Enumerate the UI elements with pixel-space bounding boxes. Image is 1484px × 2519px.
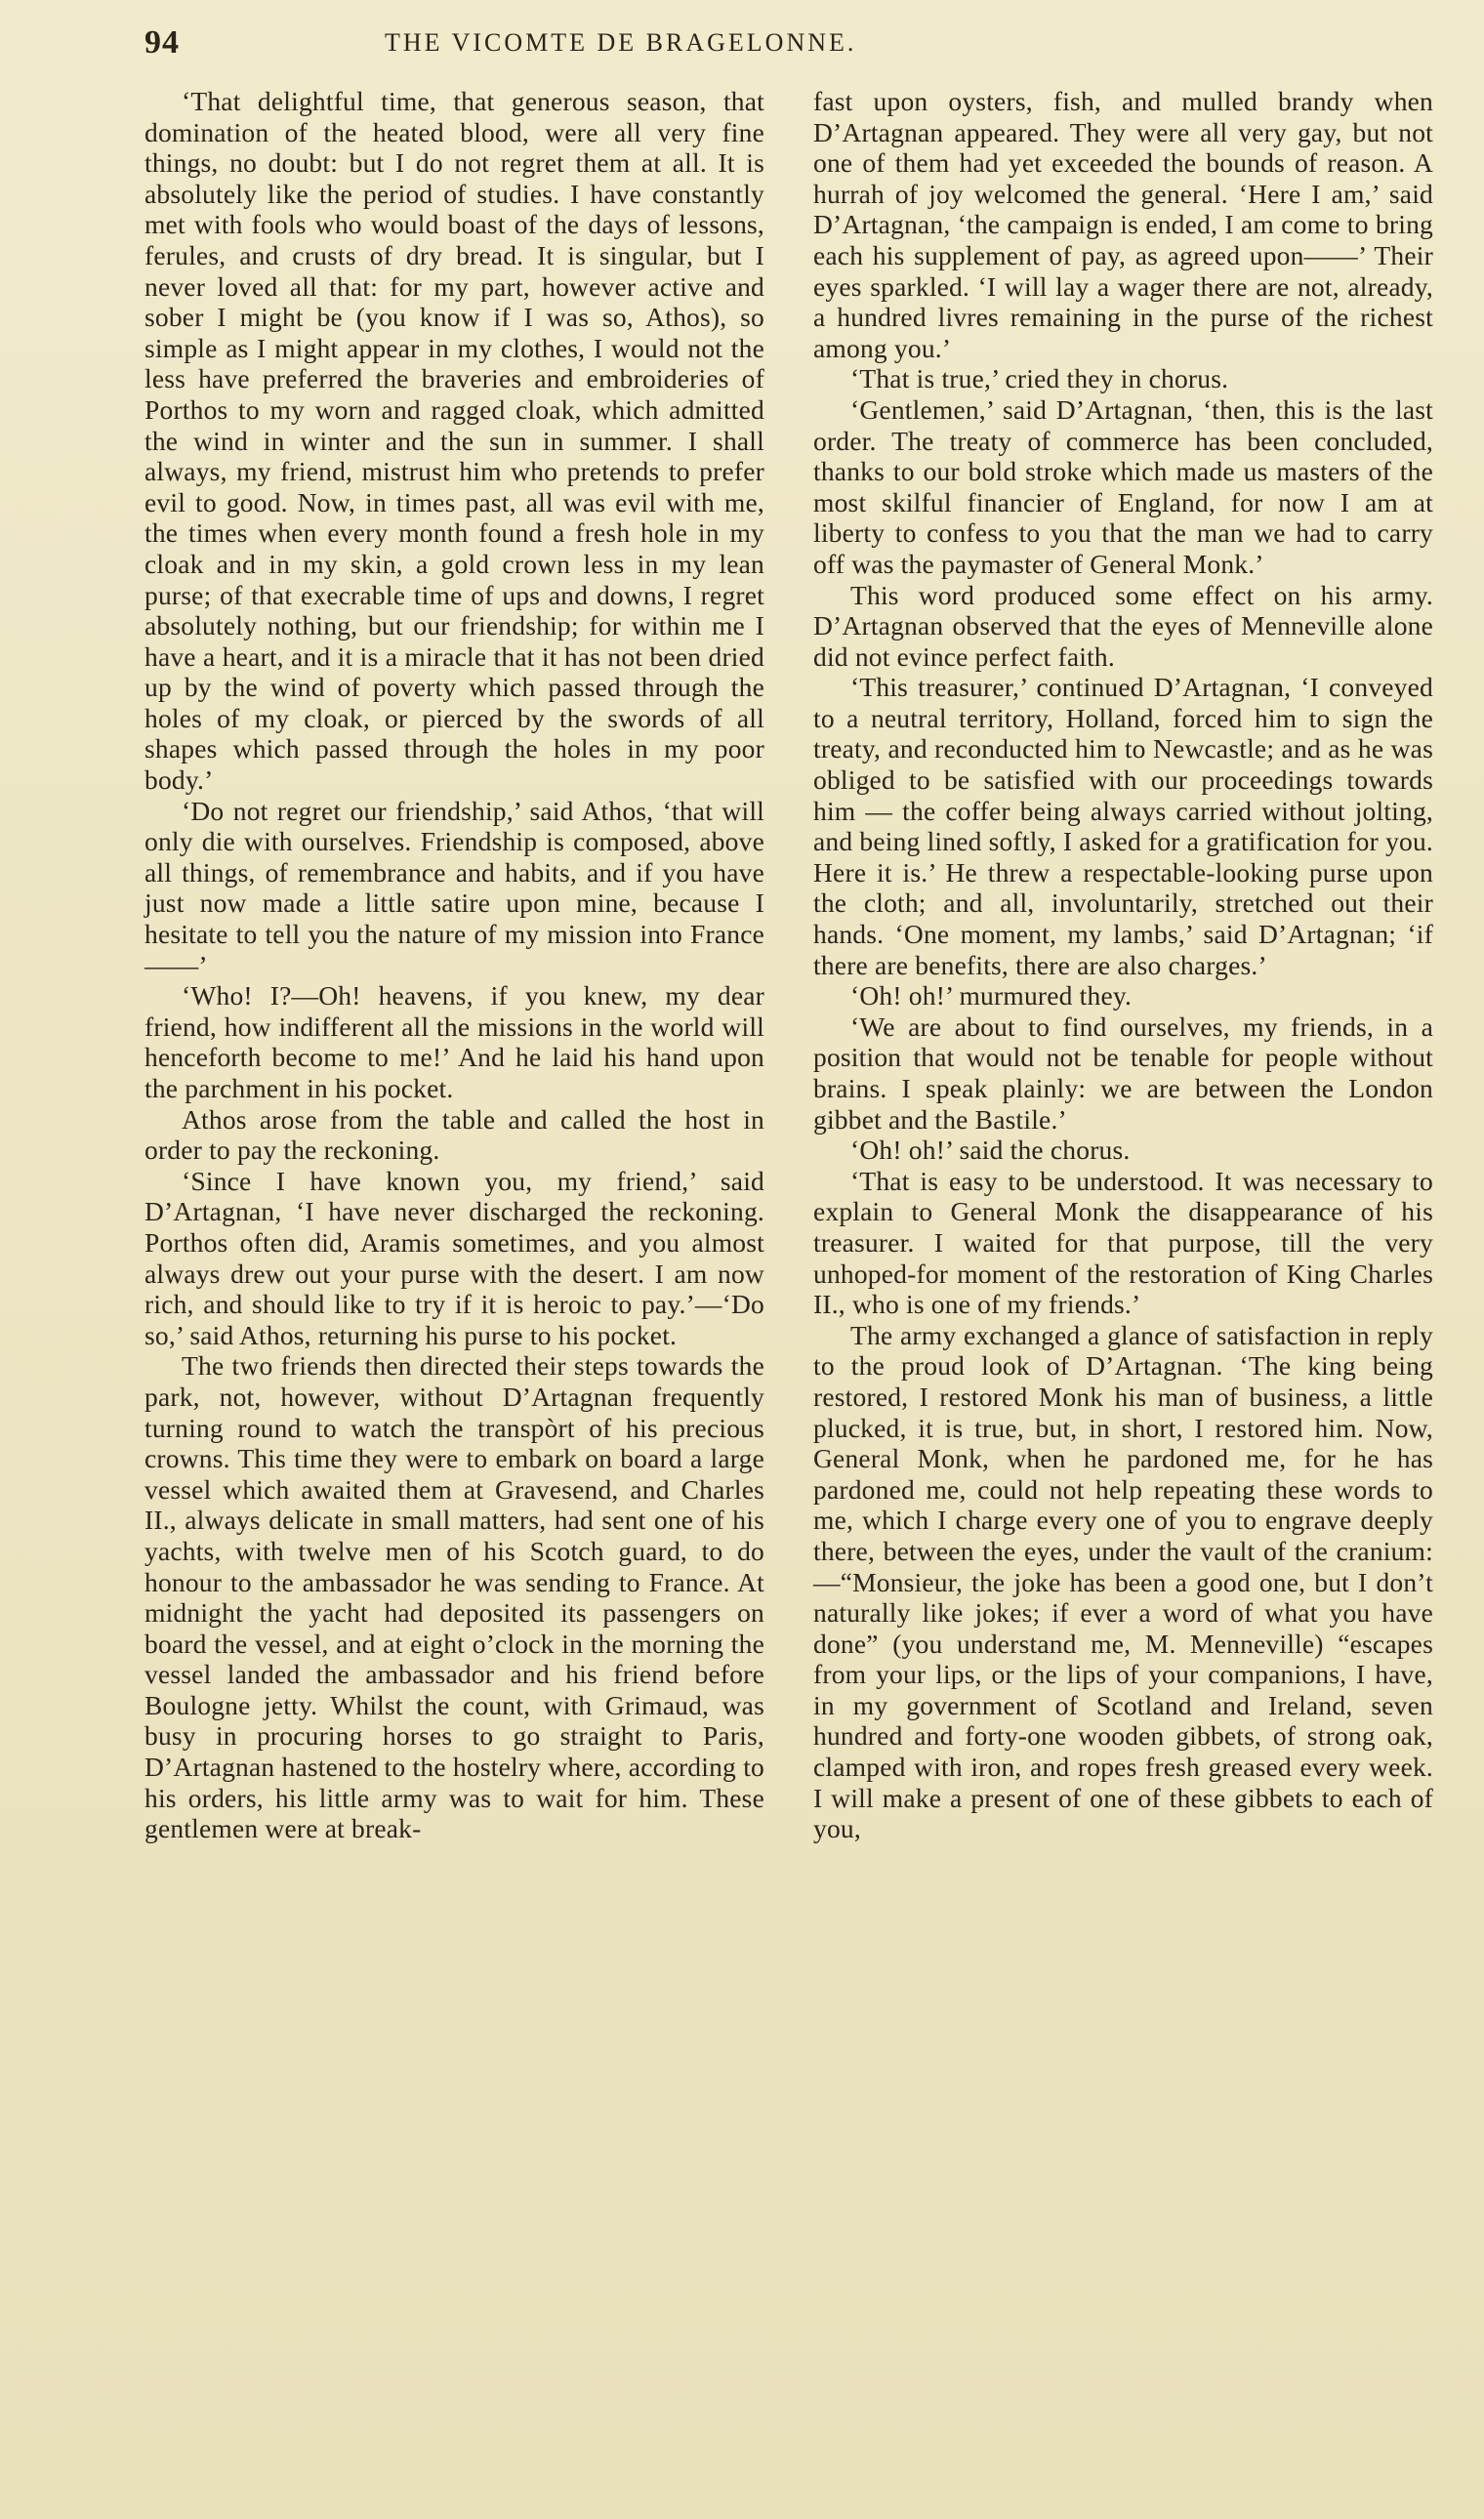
paragraph: Athos arose from the table and called the host in order to pay the reckoning. [144, 1103, 764, 1166]
paragraph: ‘Since I have known you, my friend,’ said D’Artagnan, ‘I have never discharged the reckoning. Porthos often did, Aramis sometimes, and you almost always drew out your purse with the desert. I am now rich, and should like to try if it is heroic to pay.’—‘Do so,’ said Athos, returning his purse to his pocket. [144, 1165, 764, 1350]
paragraph: ‘Who! I?—Oh! heavens, if you knew, my dear friend, how indifferent all the missions in the world will henceforth become to me!’ And he laid his hand upon the parchment in his pocket. [144, 980, 764, 1103]
paragraph: ‘That is true,’ cried they in chorus. [850, 363, 1229, 394]
paragraph: The two friends then directed their steps towards the park, not, however, without D’Artagnan frequently turning round to watch the transpòrt of his precious crowns. This time they were to embark on board a large vessel which awaited them at Gravesend, and Charles II., always delicate in small matters, had sent one of his yachts, with twelve men of his Scotch guard, to do honour to the ambassador he was sending to France. At midnight the yacht had deposited its passengers on board the vessel, and at eight o’clock in the morning the vessel landed the ambassador and his friend before Boulogne jetty. Whilst the count, with Grimaud, was busy in procuring horses to go straight to Paris, D’Artagnan hastened to the hostelry where, according to his orders, his little army was to wait for him. These gentlemen were at break- [144, 1350, 764, 1844]
left-column [144, 86, 764, 1844]
paragraph: The army exchanged a glance of satisfaction in reply to the proud look of D’Artagnan. ‘The king being restored, I restored Monk his man of business, a little plucked, it is true, but, in short, I restored him. Now, General Monk, when he pardoned me, for he has pardoned me, could not help repeating these words to me, which I charge every one of you to engrave deeply there, between the eyes, under the vault of the cranium:—“Monsieur, the joke has been a good one, but I don’t naturally like jokes; if ever a word of what you have done” (you understand me, M. Menneville) “escapes from your lips, or the lips of your companions, I have, in my government of Scotland and Ireland, seven hundred and forty-one wooden gibbets, of strong oak, clamped with iron, and ropes fresh greased every week. I will make a present of one of these gibbets to each of you, [813, 1319, 1433, 1844]
paragraph: ‘That delightful time, that generous season, that domination of the heated blood, were all very fine things, no doubt: but I do not regret them at all. It is absolutely like the period of studies. I have constantly met with fools who would boast of the days of lessons, ferules, and crusts of dry bread. It is singular, but I never loved all that: for my part, however active and sober I might be (you know if I was so, Athos), so simple as I might appear in my clothes, I would not the less have preferred the braveries and embroideries of Porthos to my worn and ragged cloak, which admitted the wind in winter and the sun in summer. I shall always, my friend, mistrust him who pretends to prefer evil to good. Now, in times past, all was evil with me, the times when every month found a fresh hole in my cloak and in my skin, a gold crown less in my lean purse; of that execrable time of ups and downs, I regret absolutely nothing, but our friendship; for within me I have a heart, and it is a miracle that it has not been dried up by the wind of poverty which passed through the holes of my cloak, or pierced by the swords of all shapes which passed through the holes in my poor body.’ [144, 86, 764, 796]
paragraph: ‘Oh! oh!’ said the chorus. [850, 1135, 1131, 1166]
page-number: 94 [144, 24, 180, 61]
text-columns [144, 86, 1433, 1844]
paragraph: This word produced some effect on his army. D’Artagnan observed that the eyes of Menneville alone did not evince perfect faith. [813, 579, 1433, 672]
paragraph: ‘Oh! oh!’ murmured they. [850, 980, 1133, 1012]
running-title: THE VICOMTE DE BRAGELONNE. [385, 28, 857, 57]
paragraph: ‘We are about to find ourselves, my friends, in a position that would not be tenable for people without brains. I speak plainly: we are between the London gibbet and the Bastile.’ [813, 1011, 1433, 1135]
paragraph: ‘This treasurer,’ continued D’Artagnan, ‘I conveyed to a neutral territory, Holland, forced him to sign the treaty, and reconducted him to Newcastle; and as he was obliged to be satisfied with our proceedings towards him — the coffer being always carried without jolting, and being lined softly, I asked for a gratification for you. Here it is.’ He threw a respectable-looking purse upon the cloth; and all, involuntarily, stretched out their hands. ‘One moment, my lambs,’ said D’Artagnan; ‘if there are benefits, there are also charges.’ [813, 672, 1433, 980]
right-column [813, 86, 1433, 1844]
paragraph-continued: fast upon oysters, fish, and mulled brandy when D’Artagnan appeared. They were all very gay, but not one of them had yet exceeded the bounds of reason. A hurrah of joy welcomed the general. ‘Here I am,’ said D’Artagnan, ‘the campaign is ended, I am come to bring each his supplement of pay, as agreed upon——’ Their eyes sparkled. ‘I will lay a wager there are not, already, a hundred livres remaining in the purse of the richest among you.’ [813, 86, 1433, 363]
paragraph: ‘Gentlemen,’ said D’Artagnan, ‘then, this is the last order. The treaty of commerce has been concluded, thanks to our bold stroke which made us masters of the most skilful financier of England, for now I am at liberty to confess to you that the man we had to carry off was the paymaster of General Monk.’ [813, 393, 1433, 579]
page-header [144, 14, 1455, 72]
paragraph: ‘That is easy to be understood. It was necessary to explain to General Monk the disappearance of his treasurer. I waited for that purpose, till the very unhoped-for moment of the restoration of King Charles II., who is one of my friends.’ [813, 1165, 1433, 1320]
paragraph: ‘Do not regret our friendship,’ said Athos, ‘that will only die with ourselves. Friendship is composed, above all things, of remembrance and habits, and if you have just now made a little satire upon mine, because I hesitate to tell you the nature of my mission into France——’ [144, 795, 764, 980]
